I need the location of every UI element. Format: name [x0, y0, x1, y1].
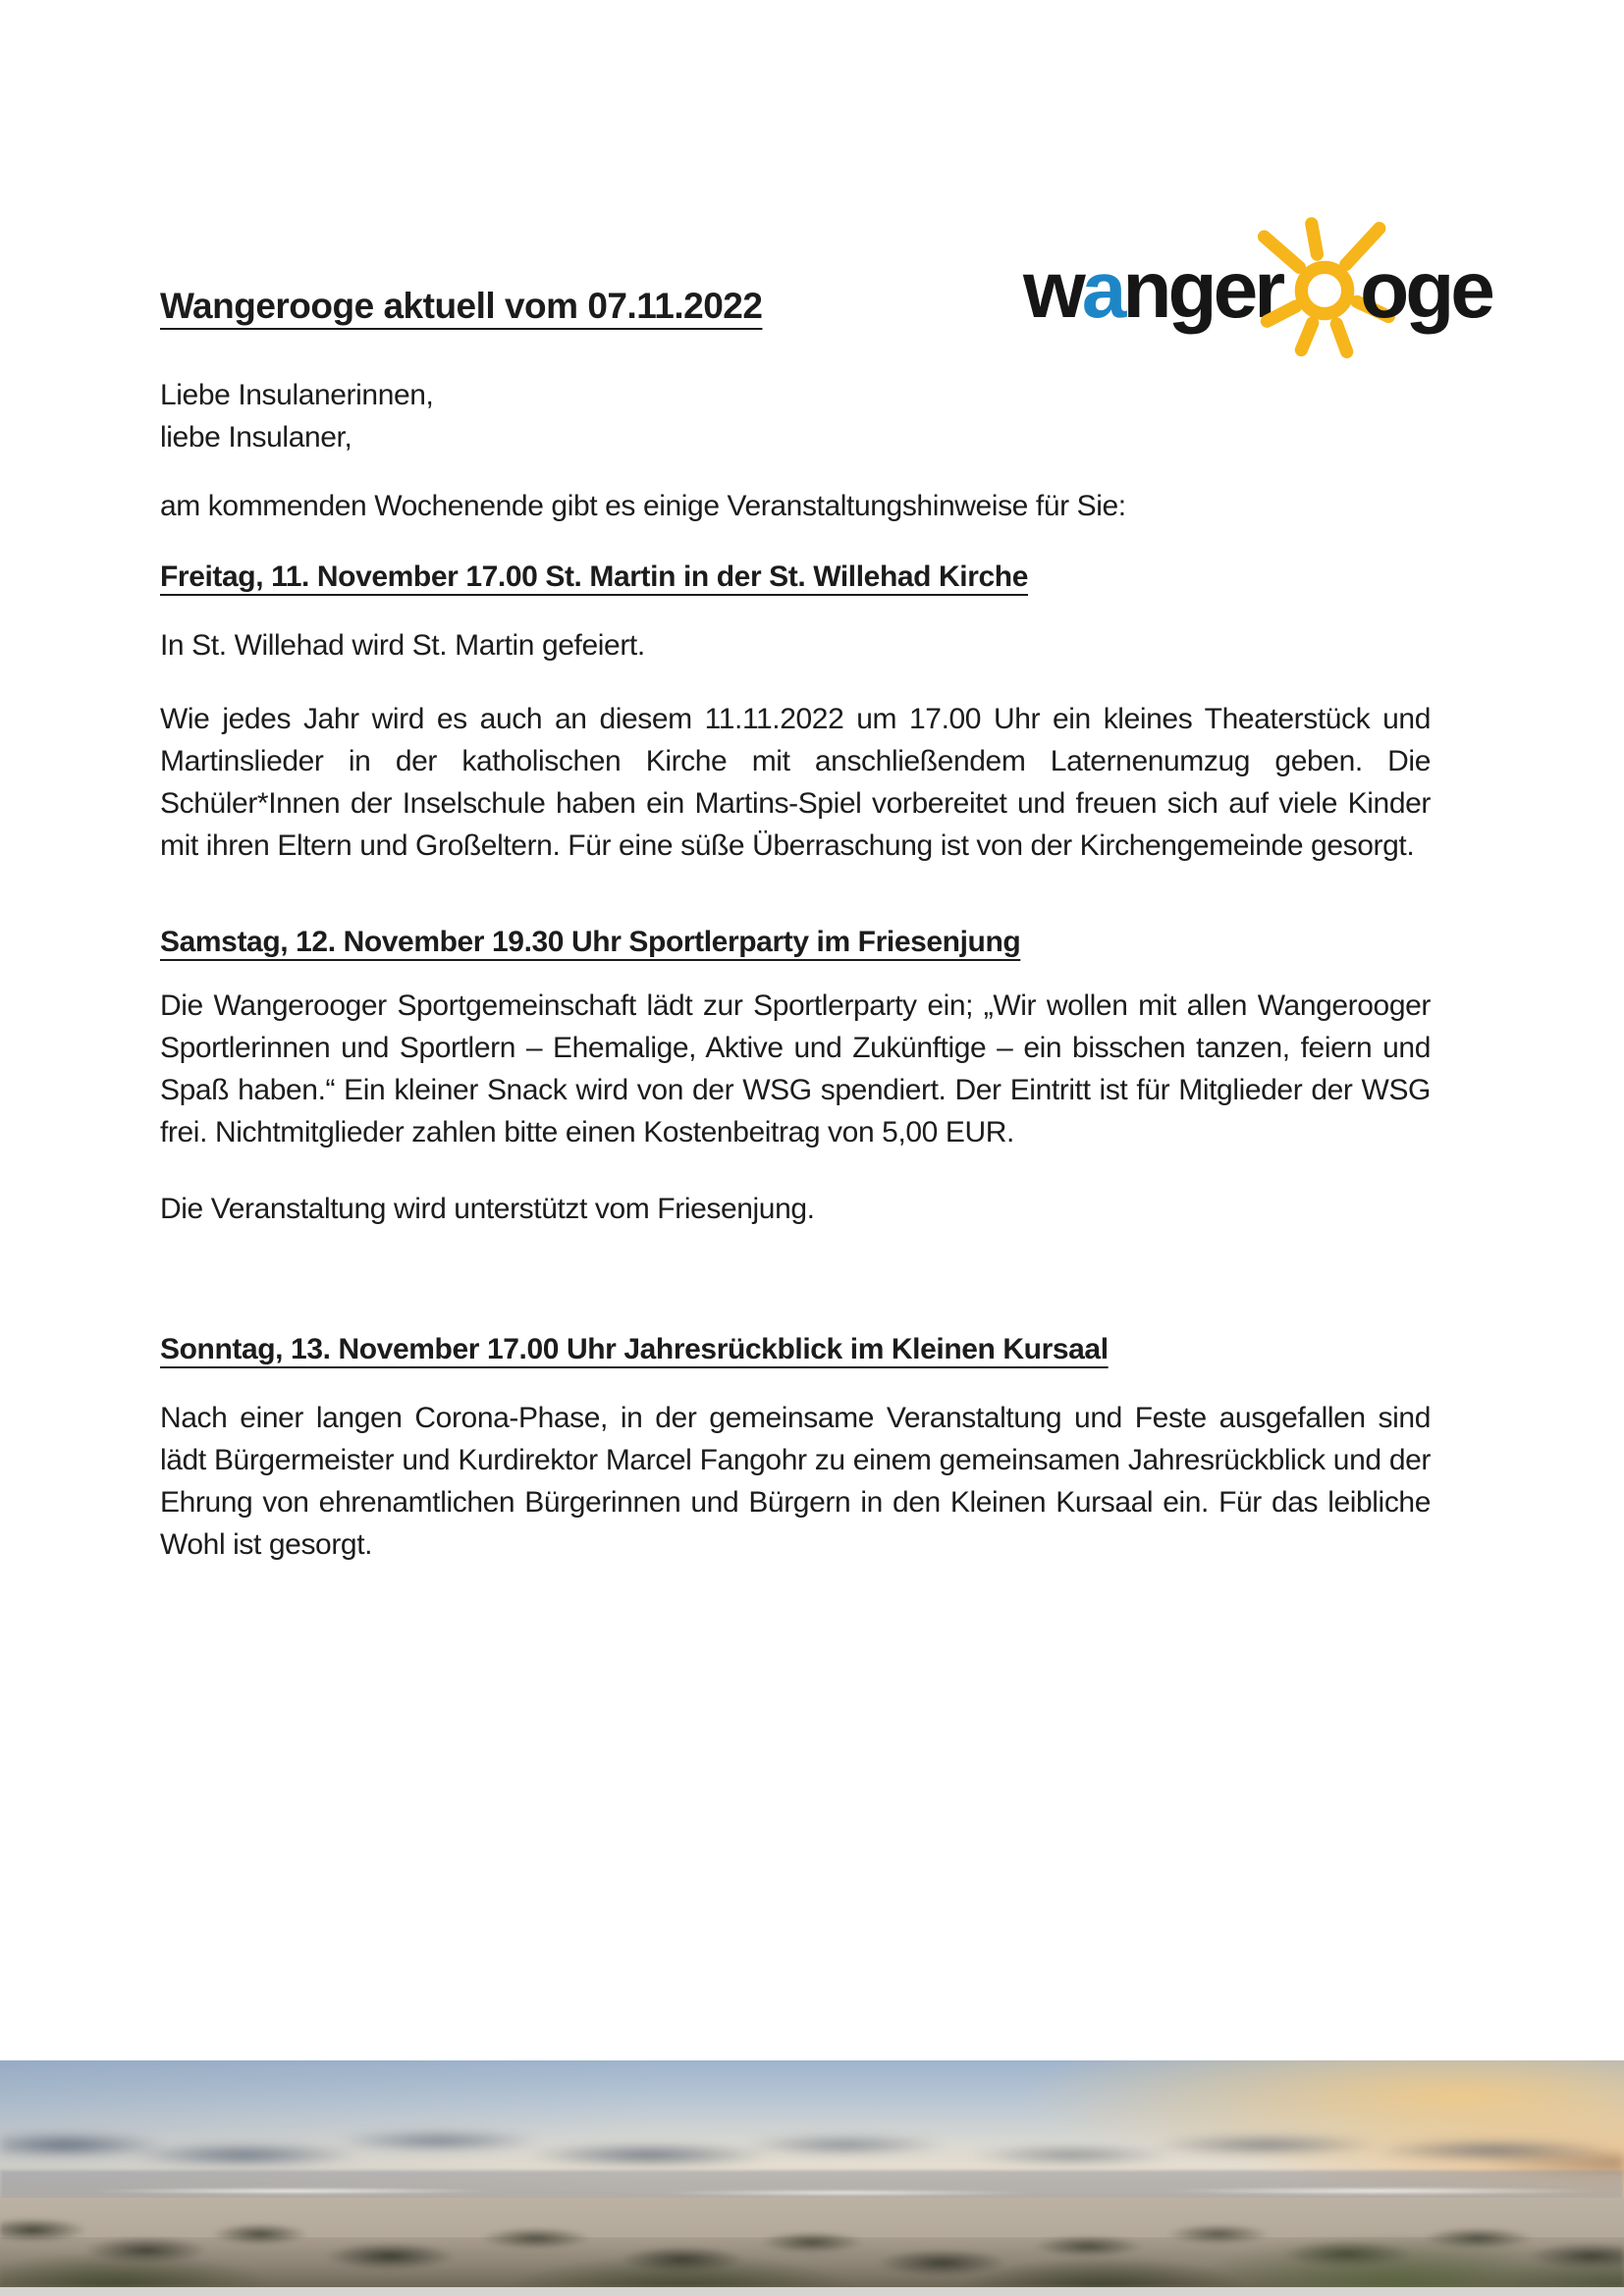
beach-panorama-photo: [0, 2060, 1624, 2287]
logo-letter-a-blue: a: [1081, 245, 1123, 335]
logo-letters-oge: oge: [1360, 245, 1491, 335]
paragraph: Wie jedes Jahr wird es auch an diesem 11.11.2022 um 17.00 Uhr ein kleines Theaterstück und Martinslieder in der katholischen Kirche mit anschließendem Laternenumzug geben. Die Schüler*Innen der Inselschule haben ein Martins-Spiel vorbereitet und freuen sich auf viele Kinder mit ihren Eltern und Großeltern. Für eine süße Überraschung ist von der Kirchengemeinde gesorgt.: [160, 703, 1431, 862]
paragraph: Die Veranstaltung wird unterstützt vom Friesenjung.: [160, 1193, 815, 1225]
paragraph: In St. Willehad wird St. Martin gefeiert.: [160, 629, 645, 662]
section-samstag: [160, 921, 1431, 1230]
section-heading: Samstag, 12. November 19.30 Uhr Sportlerparty im Friesenjung: [160, 926, 1021, 958]
photo-bottom-edge: [0, 2287, 1624, 2296]
greeting-line: Liebe Insulanerinnen,: [160, 379, 434, 411]
section-sonntag: [160, 1328, 1431, 1566]
logo-letters-nger: nger: [1122, 245, 1282, 335]
page-title: Wangerooge aktuell vom 07.11.2022: [160, 286, 763, 326]
paragraph: Die Wangerooger Sportgemeinschaft lädt zur Sportlerparty ein; „Wir wollen mit allen Wangerooger Sportlerinnen und Sportlern – Ehemalige, Aktive und Zukünftige – ein bisschen tanzen, feiern und Spaß haben.“ Ein kleiner Snack wird von der WSG spendiert. Der Eintritt ist für Mitglieder der WSG frei. Nichtmitglieder zahlen bitte einen Kostenbeitrag von 5,00 EUR.: [160, 989, 1431, 1148]
logo-letter-w: w: [1023, 245, 1082, 335]
section-heading: Sonntag, 13. November 17.00 Uhr Jahresrückblick im Kleinen Kursaal: [160, 1333, 1109, 1365]
document-body: [160, 0, 1431, 1566]
greeting-line: liebe Insulaner,: [160, 421, 352, 454]
paragraph: Nach einer langen Corona-Phase, in der gemeinsame Veranstaltung und Feste ausgefallen sind lädt Bürgermeister und Kurdirektor Marcel Fangohr zu einem gemeinsamen Jahresrückblick und der Ehrung von ehrenamtlichen Bürgerinnen und Bürgern in den Kleinen Kursaal ein. Für das leibliche Wohl ist gesorgt.: [160, 1402, 1431, 1561]
intro-paragraph: am kommenden Wochenende gibt es einige Veranstaltungshinweise für Sie:: [160, 490, 1126, 522]
section-freitag: [160, 556, 1431, 867]
photo-foreground-grass-layer: [0, 2226, 1624, 2287]
section-heading: Freitag, 11. November 17.00 St. Martin in der St. Willehad Kirche: [160, 561, 1029, 593]
